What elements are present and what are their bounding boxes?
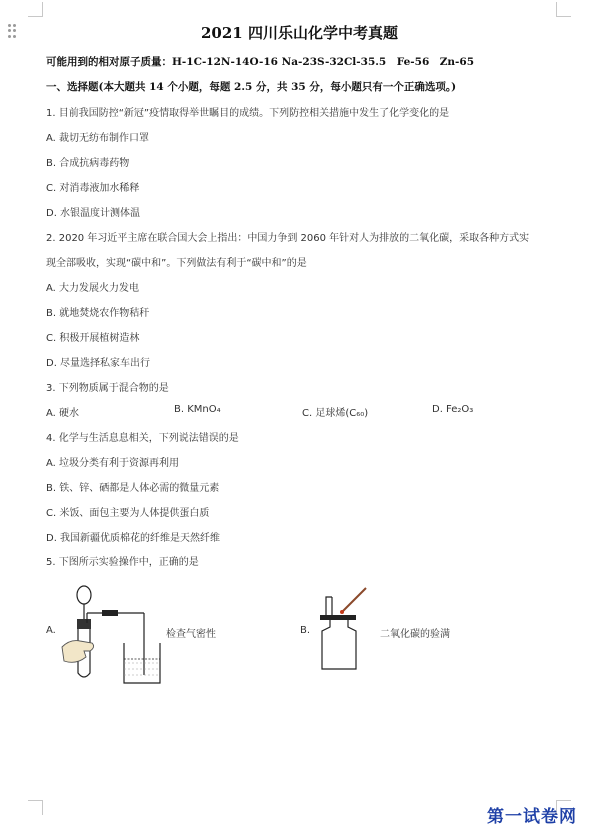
question-4-option-d: D. 我国新疆优质棉花的纤维是天然纤维 (46, 533, 221, 544)
figure-b-caption: 二氧化碳的验满 (380, 629, 450, 640)
question-4-option-a: A. 垃圾分类有利于资源再利用 (46, 458, 180, 469)
figure-a-caption: 检查气密性 (166, 629, 216, 640)
co2-full-check-figure (312, 585, 382, 675)
question-2-option-c: C. 积极开展植树造林 (46, 333, 140, 344)
question-2-option-b: B. 就地焚烧农作物秸秆 (46, 308, 150, 319)
question-3-option-a: A. 硬水 (46, 408, 80, 419)
page-corner-top-right (556, 2, 571, 17)
page-corner-top-left (28, 2, 43, 17)
question-4-option-c: C. 米饭、面包主要为人体提供蛋白质 (46, 508, 210, 519)
question-1-option-b: B. 合成抗病毒药物 (46, 158, 130, 169)
question-1-option-d: D. 水银温度计测体温 (46, 208, 141, 219)
question-3-options (46, 404, 566, 418)
page-title: 2021 四川乐山化学中考真题 (201, 24, 398, 42)
watermark-logo: 第一试卷网 (487, 807, 577, 827)
question-3-option-b: B. KMnO₄ (174, 404, 221, 415)
question-2-option-a: A. 大力发展火力发电 (46, 283, 140, 294)
question-4-stem: 4. 化学与生活息息相关，下列说法错误的是 (46, 433, 239, 444)
figure-b-letter: B. (300, 625, 311, 636)
question-3-option-c: C. 足球烯(C₆₀) (302, 408, 369, 419)
question-2-stem-line2: 现全部吸收，实现“碳中和”。下列做法有利于“碳中和”的是 (46, 258, 307, 269)
figure-a-letter: A. (46, 625, 56, 636)
question-5-stem: 5. 下图所示实验操作中，正确的是 (46, 557, 199, 568)
page-corner-bottom-left (28, 800, 43, 815)
question-3-stem: 3. 下列物质属于混合物的是 (46, 383, 169, 394)
question-2-stem-line1: 2. 2020 年习近平主席在联合国大会上指出：中国力争到 2060 年针对人为排放的二氧化碳，采取各种方式实 (46, 233, 530, 244)
question-3-option-d: D. Fe₂O₃ (432, 404, 474, 415)
question-4-option-b: B. 铁、锌、硒都是人体必需的微量元素 (46, 483, 220, 494)
question-2-option-d: D. 尽量选择私家车出行 (46, 358, 151, 369)
section-heading: 一、选择题(本大题共 14 个小题，每题 2.5 分，共 35 分，每小题只有一个正确选项。) (46, 81, 457, 93)
atomic-mass-line: 可能用到的相对原子质量：H-1C-12N-14O-16 Na-23S-32Cl-35.5 Fe-56 Zn-65 (46, 56, 475, 68)
question-1-option-c: C. 对消毒液加水稀释 (46, 183, 140, 194)
airtightness-check-figure (56, 585, 166, 685)
question-1-option-a: A. 裁切无纺布制作口罩 (46, 133, 150, 144)
question-1-stem: 1. 目前我国防控“新冠”疫情取得举世瞩目的成绩。下列防控相关措施中发生了化学变化的是 (46, 108, 450, 119)
